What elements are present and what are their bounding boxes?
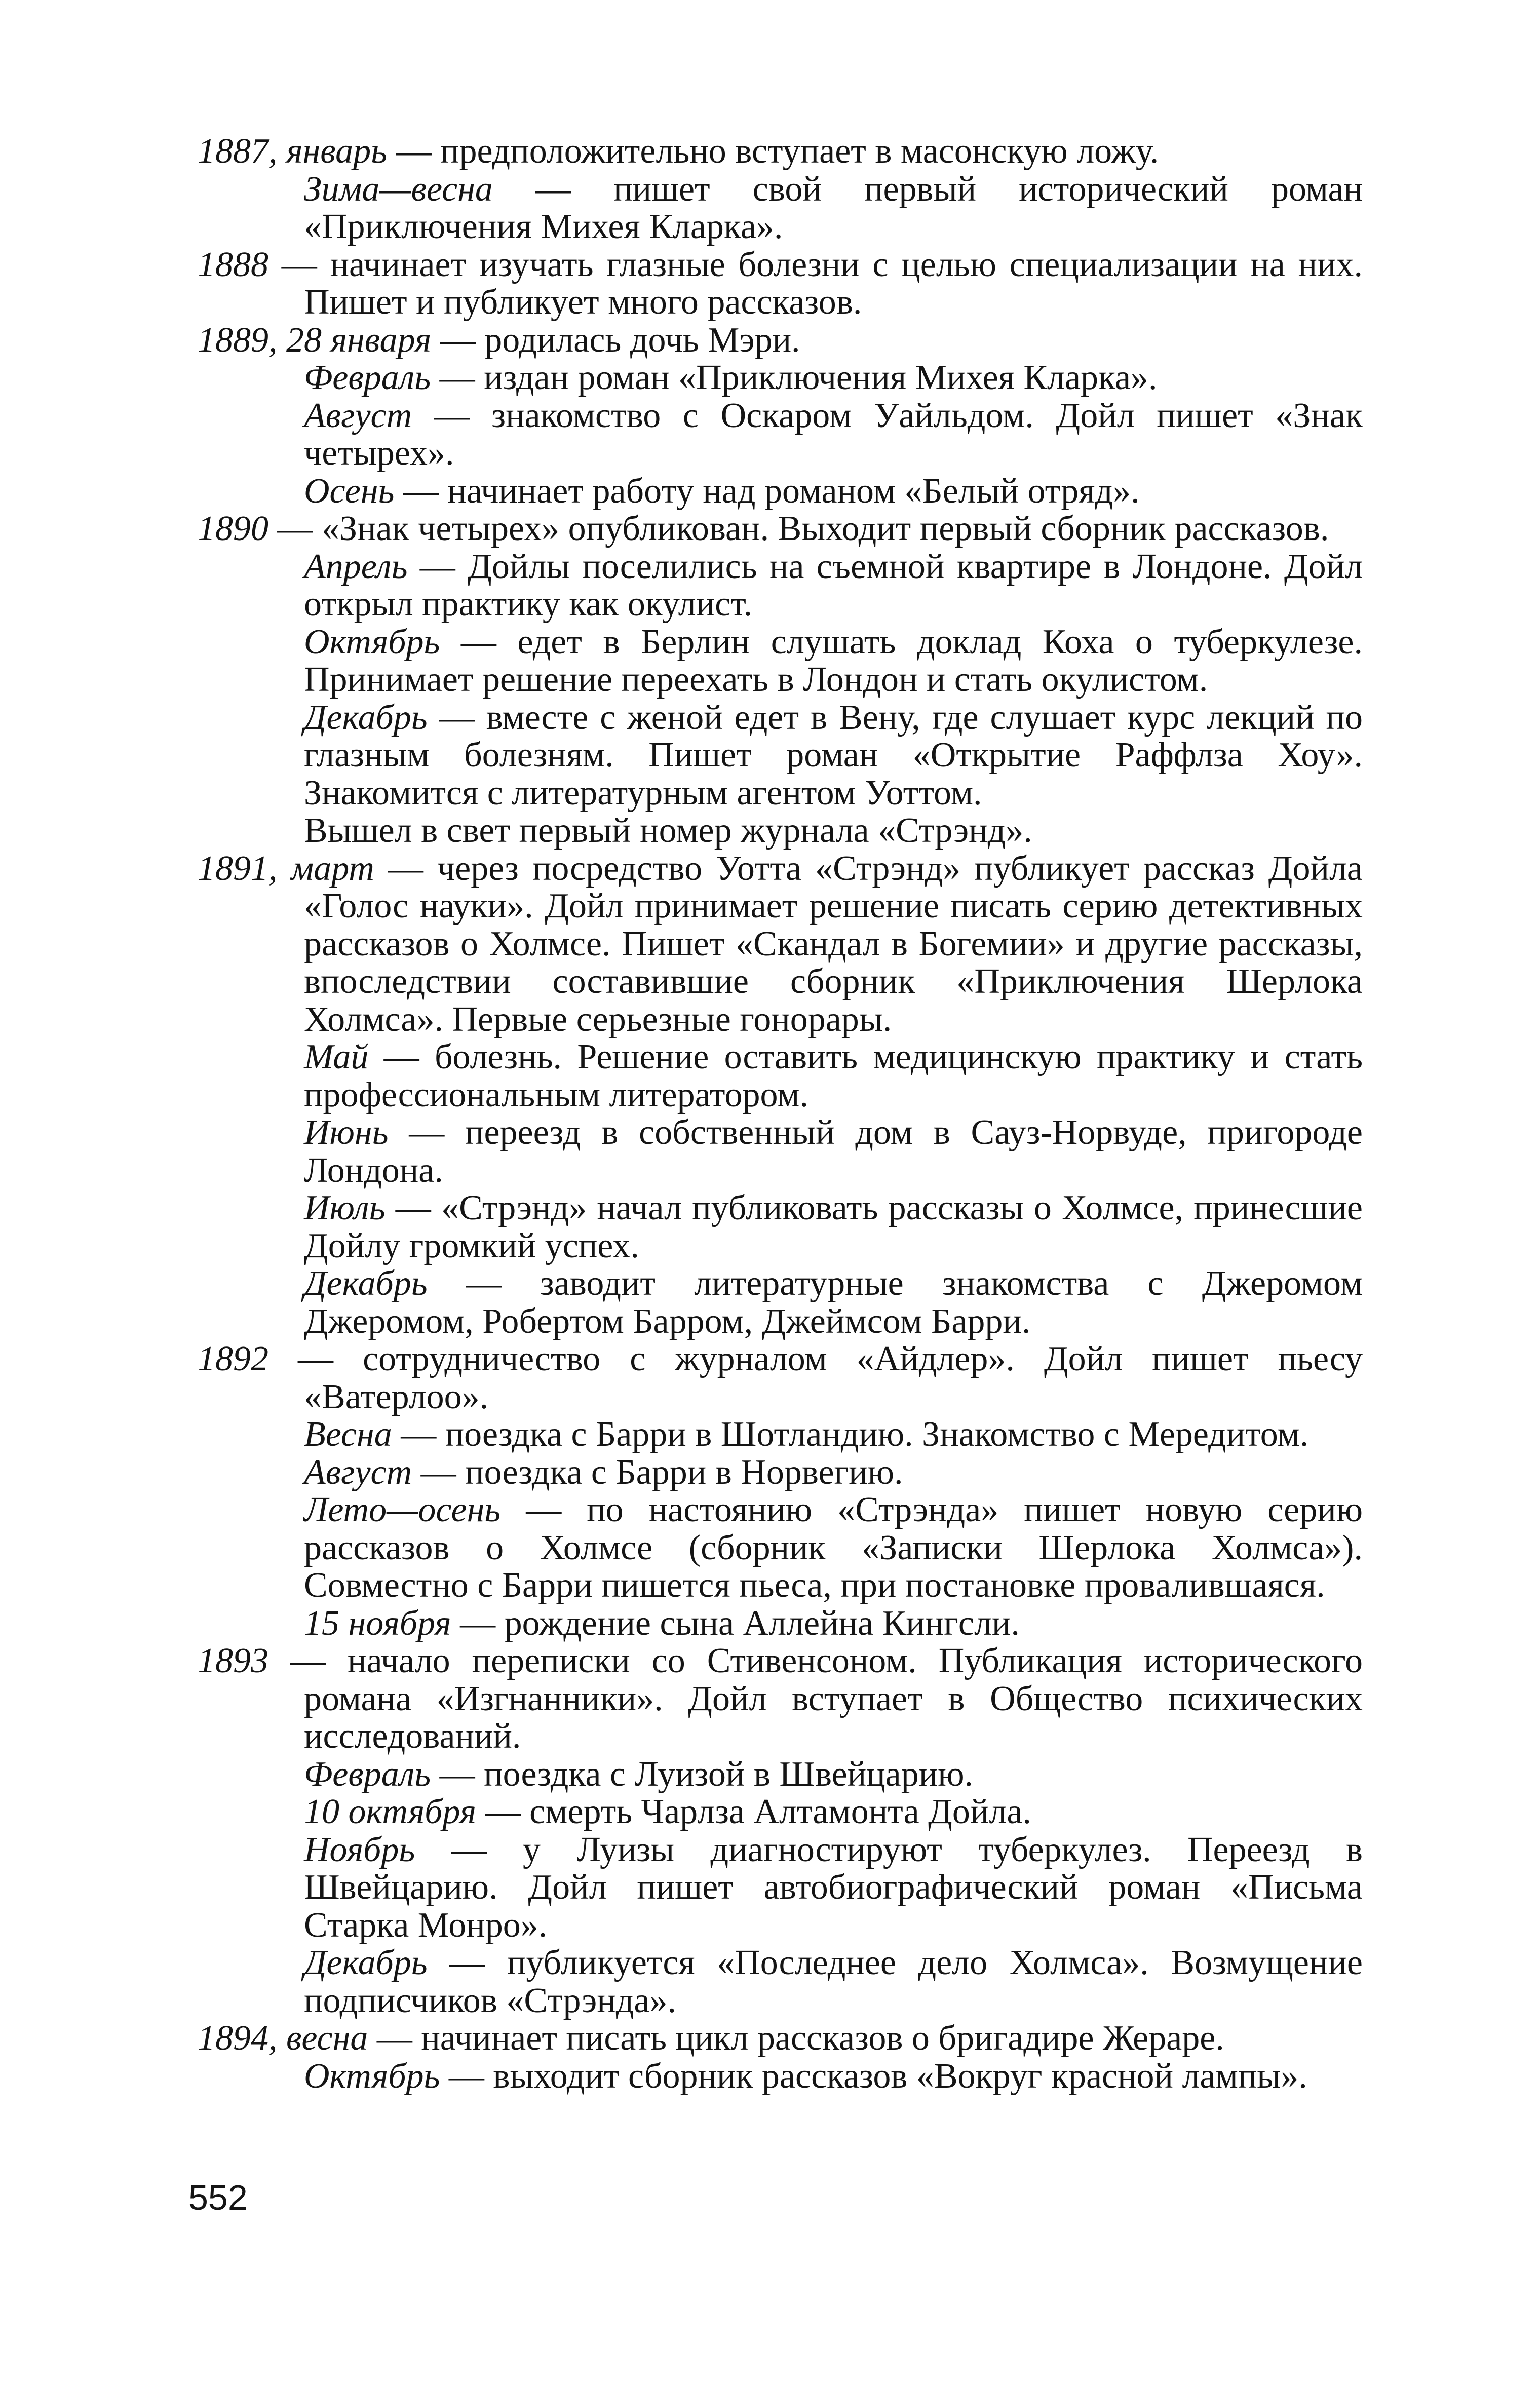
entry-date: Лето—осень — [304, 1490, 501, 1529]
entry-date: 1894, весна — [198, 2019, 368, 2058]
entry-1892-august — [198, 1454, 1363, 1492]
entry-date: Октябрь — [304, 2056, 440, 2096]
entry-text: — знакомство с Оскаром Уайльдом. Дойл пишет «Знак четырех». — [304, 396, 1363, 473]
entry-1890-april — [198, 548, 1363, 624]
entry-text: — предположительно вступает в масонскую ложу. — [387, 132, 1159, 171]
entry-date: Май — [304, 1037, 369, 1076]
entry-date: Декабрь — [304, 1943, 428, 1982]
entry-text: — пишет свой первый исторический роман «Приключения Михея Кларка». — [304, 169, 1363, 246]
entry-1892-summer-autumn — [198, 1491, 1363, 1605]
page-number: 552 — [188, 2178, 248, 2217]
entry-1889-february — [198, 359, 1363, 397]
entry-date: Апрель — [304, 547, 408, 586]
entry-date: 1893 — [198, 1641, 268, 1680]
entry-text: — едет в Берлин слушать доклад Коха о туберкулезе. Принимает решение переехать в Лондон и стать окулистом. — [304, 622, 1363, 699]
entry-date: Ноябрь — [304, 1830, 415, 1869]
entry-1889-autumn — [198, 473, 1363, 511]
entry-text: — «Знак четырех» опубликован. Выходит первый сборник рассказов. — [268, 509, 1329, 548]
entry-text: — начало переписки со Стивенсоном. Публикация исторического романа «Изгнанники». Дойл вступает в Общество психических исследований. — [268, 1641, 1363, 1756]
entry-date: Июнь — [304, 1113, 389, 1152]
entry-text: — переезд в собственный дом в Сауз-Норвуде, пригороде Лондона. — [304, 1113, 1363, 1190]
entry-1893 — [198, 1642, 1363, 1756]
entry-date: Февраль — [304, 358, 431, 397]
entry-1893-february — [198, 1756, 1363, 1794]
entry-1887-january — [198, 133, 1363, 171]
entry-1891-june — [198, 1114, 1363, 1189]
entry-text: — начинает изучать глазные болезни с целью специализации на них. Пишет и публикует много рассказов. — [268, 245, 1363, 322]
entry-1887-winter-spring — [198, 171, 1363, 246]
entry-text: — болезнь. Решение оставить медицинскую практику и стать профессиональным литератором. — [304, 1037, 1363, 1114]
entry-1890-strand — [198, 812, 1363, 850]
entry-1893-november — [198, 1831, 1363, 1945]
entry-1890 — [198, 510, 1363, 548]
entry-text: — по настоянию «Стрэнда» пишет новую серию рассказов о Холмсе (сборник «Записки Шерлока Холмса»). Совместно с Барри пишется пьеса, при постановке провалившаяся. — [304, 1490, 1363, 1605]
entry-text: — поездка с Барри в Норвегию. — [412, 1452, 903, 1492]
entry-date: 15 ноября — [304, 1603, 451, 1643]
entry-date: Весна — [304, 1415, 392, 1454]
entry-date: Зима—весна — [304, 169, 493, 209]
entry-text: — сотрудничество с журналом «Айдлер». Дойл пишет пьесу «Ватерлоо». — [268, 1339, 1363, 1416]
entry-date: 10 октября — [304, 1792, 477, 1831]
entry-1889-august — [198, 397, 1363, 473]
entry-date: Осень — [304, 471, 395, 511]
entry-text: — Дойлы поселились на съемной квартире в Лондоне. Дойл открыл практику как окулист. — [304, 547, 1363, 624]
entry-1892 — [198, 1340, 1363, 1416]
entry-1891-december — [198, 1265, 1363, 1340]
entry-text: — начинает работу над романом «Белый отряд». — [394, 471, 1140, 511]
entry-1894-spring — [198, 2020, 1363, 2058]
entry-date: Февраль — [304, 1754, 431, 1794]
entry-1890-december — [198, 699, 1363, 813]
entry-1893-october — [198, 1793, 1363, 1831]
entry-date: Декабрь — [304, 1264, 428, 1303]
entry-1891-march — [198, 850, 1363, 1039]
entry-date: 1891, март — [198, 849, 374, 888]
entry-text: — у Луизы диагностируют туберкулез. Переезд в Швейцарию. Дойл пишет автобиографический роман «Письма Старка Монро». — [304, 1830, 1363, 1945]
entry-text: — через посредство Уотта «Стрэнд» публикует рассказ Дойла «Голос науки». Дойл принимает решение писать серию детективных рассказов о Холмсе. Пишет «Скандал в Богемии» и другие рассказы, впоследствии составившие сборник «Приключения Шерлока Холмса». Первые серьезные гонорары. — [304, 849, 1363, 1039]
entry-date: Октябрь — [304, 622, 440, 662]
entry-date: 1888 — [198, 245, 268, 284]
entry-text: — рождение сына Аллейна Кингсли. — [451, 1603, 1020, 1643]
entry-date: Август — [304, 1452, 412, 1492]
chronology-text — [198, 133, 1363, 2095]
entry-1894-october — [198, 2058, 1363, 2096]
entry-1889-january — [198, 322, 1363, 360]
entry-1891-may — [198, 1038, 1363, 1114]
entry-date: Декабрь — [304, 698, 428, 737]
entry-text: — заводит литературные знакомства с Джеромом Джеромом, Робертом Барром, Джеймсом Барри. — [304, 1264, 1363, 1341]
entry-1892-spring — [198, 1416, 1363, 1454]
entry-date: 1887, январь — [198, 132, 388, 171]
entry-text: — публикуется «Последнее дело Холмса». Возмущение подписчиков «Стрэнда». — [304, 1943, 1363, 2020]
entry-1892-november — [198, 1605, 1363, 1643]
entry-text: — начинает писать цикл рассказов о бригадире Жераре. — [368, 2019, 1224, 2058]
entry-text: — вместе с женой едет в Вену, где слушает курс лекций по глазным болезням. Пишет роман «Открытие Раффлза Хоу». Знакомится с литературным агентом Уоттом. — [304, 698, 1363, 813]
entry-text: — поездка с Луизой в Швейцарию. — [431, 1754, 973, 1794]
entry-text: — «Стрэнд» начал публиковать рассказы о Холмсе, принесшие Дойлу громкий успех. — [304, 1188, 1363, 1265]
entry-text: — выходит сборник рассказов «Вокруг красной лампы». — [440, 2056, 1307, 2096]
entry-date: Июль — [304, 1188, 386, 1227]
entry-1893-december — [198, 1944, 1363, 2020]
entry-date: 1890 — [198, 509, 268, 548]
entry-1890-october — [198, 624, 1363, 699]
entry-text: — издан роман «Приключения Михея Кларка». — [431, 358, 1158, 397]
entry-text: Вышел в свет первый номер журнала «Стрэнд». — [304, 811, 1032, 850]
entry-text: — родилась дочь Мэри. — [431, 320, 800, 360]
entry-text: — смерть Чарлза Алтамонта Дойла. — [476, 1792, 1031, 1831]
entry-date: 1889, 28 января — [198, 320, 432, 360]
entry-text: — поездка с Барри в Шотландию. Знакомство с Мередитом. — [392, 1415, 1309, 1454]
entry-date: Август — [304, 396, 412, 435]
entry-1891-july — [198, 1189, 1363, 1265]
entry-1888 — [198, 246, 1363, 322]
entry-date: 1892 — [198, 1339, 268, 1378]
